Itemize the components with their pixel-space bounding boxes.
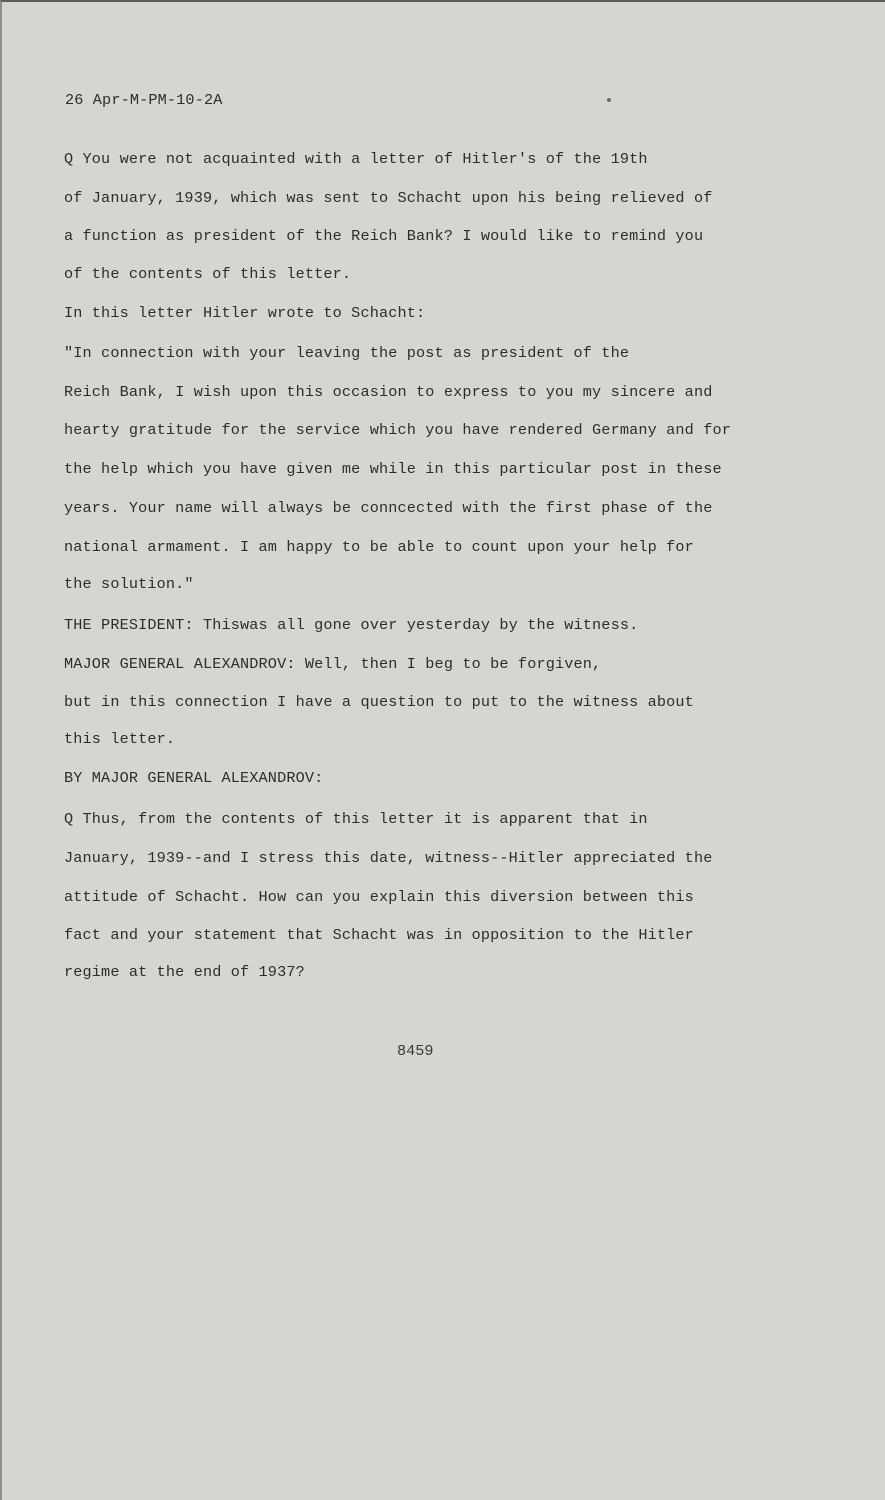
transcript-line: of the contents of this letter. — [64, 265, 352, 283]
transcript-line: Q Thus, from the contents of this letter it is apparent that in — [64, 810, 648, 828]
quoted-letter-line: the help which you have given me while in this particular post in these — [64, 460, 722, 478]
transcript-line: a function as president of the Reich Bank? I would like to remind you — [64, 227, 704, 245]
quoted-letter-line: years. Your name will always be conncected with the first phase of the — [64, 499, 713, 517]
transcript-line: regime at the end of 1937? — [64, 963, 305, 981]
quoted-letter-line: the solution." — [64, 575, 194, 593]
quoted-letter-line: Reich Bank, I wish upon this occasion to express to you my sincere and — [64, 383, 713, 401]
quoted-letter-line: "In connection with your leaving the post as president of the — [64, 344, 630, 362]
transcript-line: In this letter Hitler wrote to Schacht: — [64, 304, 426, 322]
transcript-line: attitude of Schacht. How can you explain this diversion between this — [64, 888, 694, 906]
transcript-line: January, 1939--and I stress this date, witness--Hitler appreciated the — [64, 849, 713, 867]
quoted-letter-line: national armament. I am happy to be able to count upon your help for — [64, 538, 694, 556]
transcript-line: this letter. — [64, 730, 176, 748]
speaker-line: THE PRESIDENT: Thiswas all gone over yesterday by the witness. — [64, 616, 639, 634]
transcript-line: fact and your statement that Schacht was in opposition to the Hitler — [64, 926, 694, 944]
transcript-line: but in this connection I have a question to put to the witness about — [64, 693, 694, 711]
page-number: 8459 — [397, 1042, 434, 1060]
stray-mark — [607, 98, 611, 102]
speaker-line: MAJOR GENERAL ALEXANDROV: Well, then I beg to be forgiven, — [64, 655, 602, 673]
examiner-heading: BY MAJOR GENERAL ALEXANDROV: — [64, 769, 324, 787]
document-header: 26 Apr-M-PM-10-2A — [65, 91, 223, 109]
transcript-line: Q You were not acquainted with a letter of Hitler's of the 19th — [64, 150, 648, 168]
transcript-line: of January, 1939, which was sent to Schacht upon his being relieved of — [64, 189, 713, 207]
quoted-letter-line: hearty gratitude for the service which you have rendered Germany and for — [64, 421, 732, 439]
